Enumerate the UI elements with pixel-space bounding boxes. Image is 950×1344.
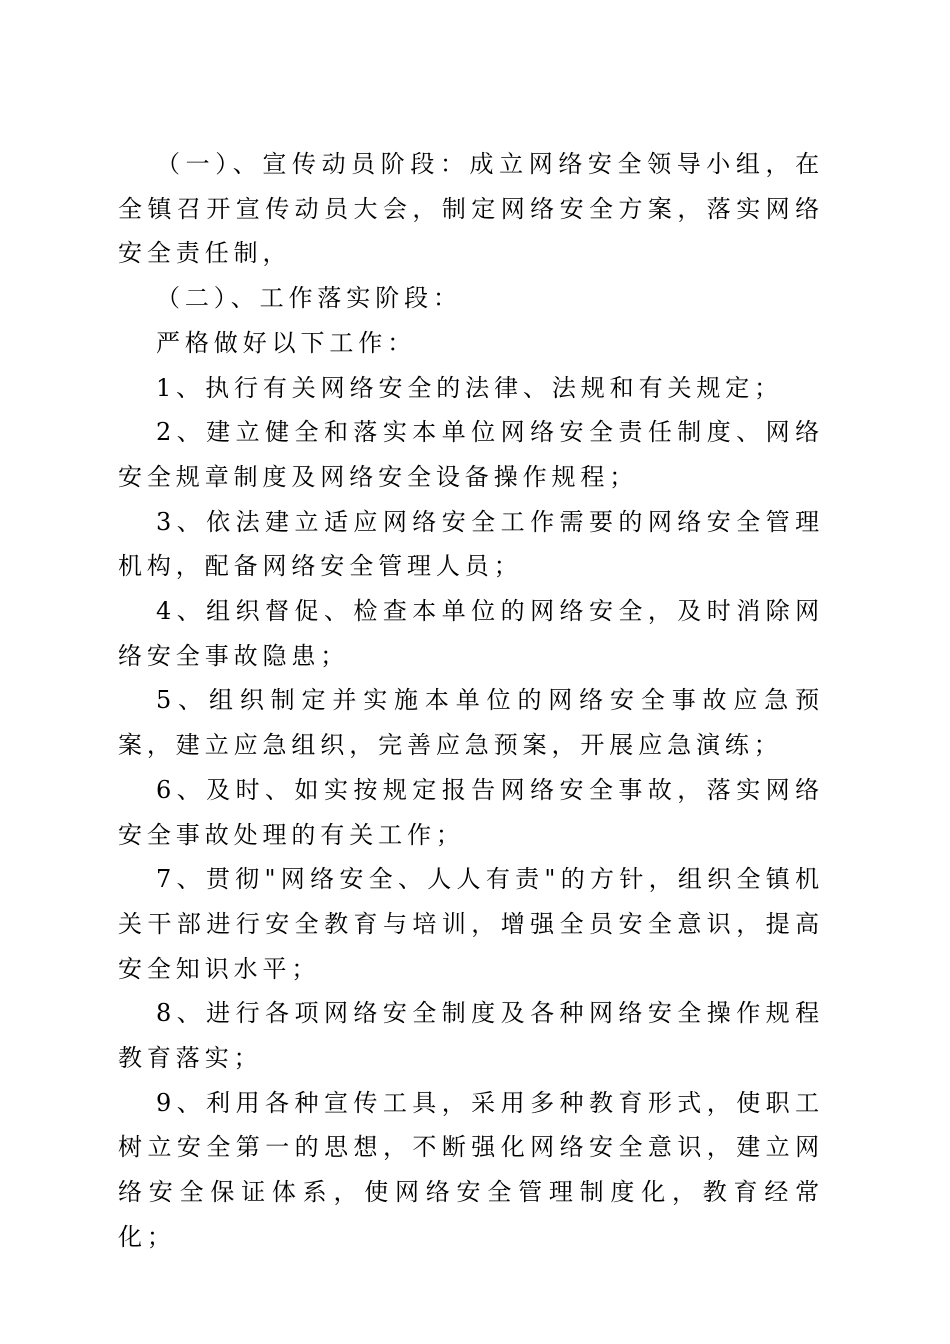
paragraph-stage-two: （二）、工作落实阶段： bbox=[156, 284, 462, 313]
list-item-3: 3、依法建立适应网络安全工作需要的网络安全管理机构，配备网络安全管理人员； bbox=[118, 507, 824, 581]
list-item-8: 8、进行各项网络安全制度及各种网络安全操作规程教育落实； bbox=[118, 999, 824, 1073]
list-item-2: 2、建立健全和落实本单位网络安全责任制度、网络安全规章制度及网络安全设备操作规程； bbox=[118, 418, 824, 491]
list-item-5: 5、组织制定并实施本单位的网络安全事故应急预案，建立应急组织，完善应急预案，开展应急演练； bbox=[118, 686, 824, 760]
document-body bbox=[118, 142, 824, 1260]
list-item-4: 4、组织督促、检查本单位的网络安全，及时消除网络安全事故隐患； bbox=[118, 597, 824, 670]
paragraph-stage-one: （一）、宣传动员阶段：成立网络安全领导小组，在全镇召开宣传动员大会，制定网络安全方案，落实网络安全责任制， bbox=[118, 150, 824, 268]
list-item-1: 1、执行有关网络安全的法律、法规和有关规定； bbox=[156, 373, 784, 402]
paragraph-tasks-intro: 严格做好以下工作： bbox=[156, 328, 417, 357]
list-item-6: 6、及时、如实按规定报告网络安全事故，落实网络安全事故处理的有关工作； bbox=[118, 775, 824, 849]
list-item-7: 7、贯彻"网络安全、人人有责"的方针，组织全镇机关干部进行安全教育与培训，增强全员安全意识，提高安全知识水平； bbox=[118, 865, 824, 983]
list-item-9: 9、利用各种宣传工具，采用多种教育形式，使职工树立安全第一的思想，不断强化网络安全意识，建立网络安全保证体系，使网络安全管理制度化，教育经常化； bbox=[118, 1088, 824, 1251]
